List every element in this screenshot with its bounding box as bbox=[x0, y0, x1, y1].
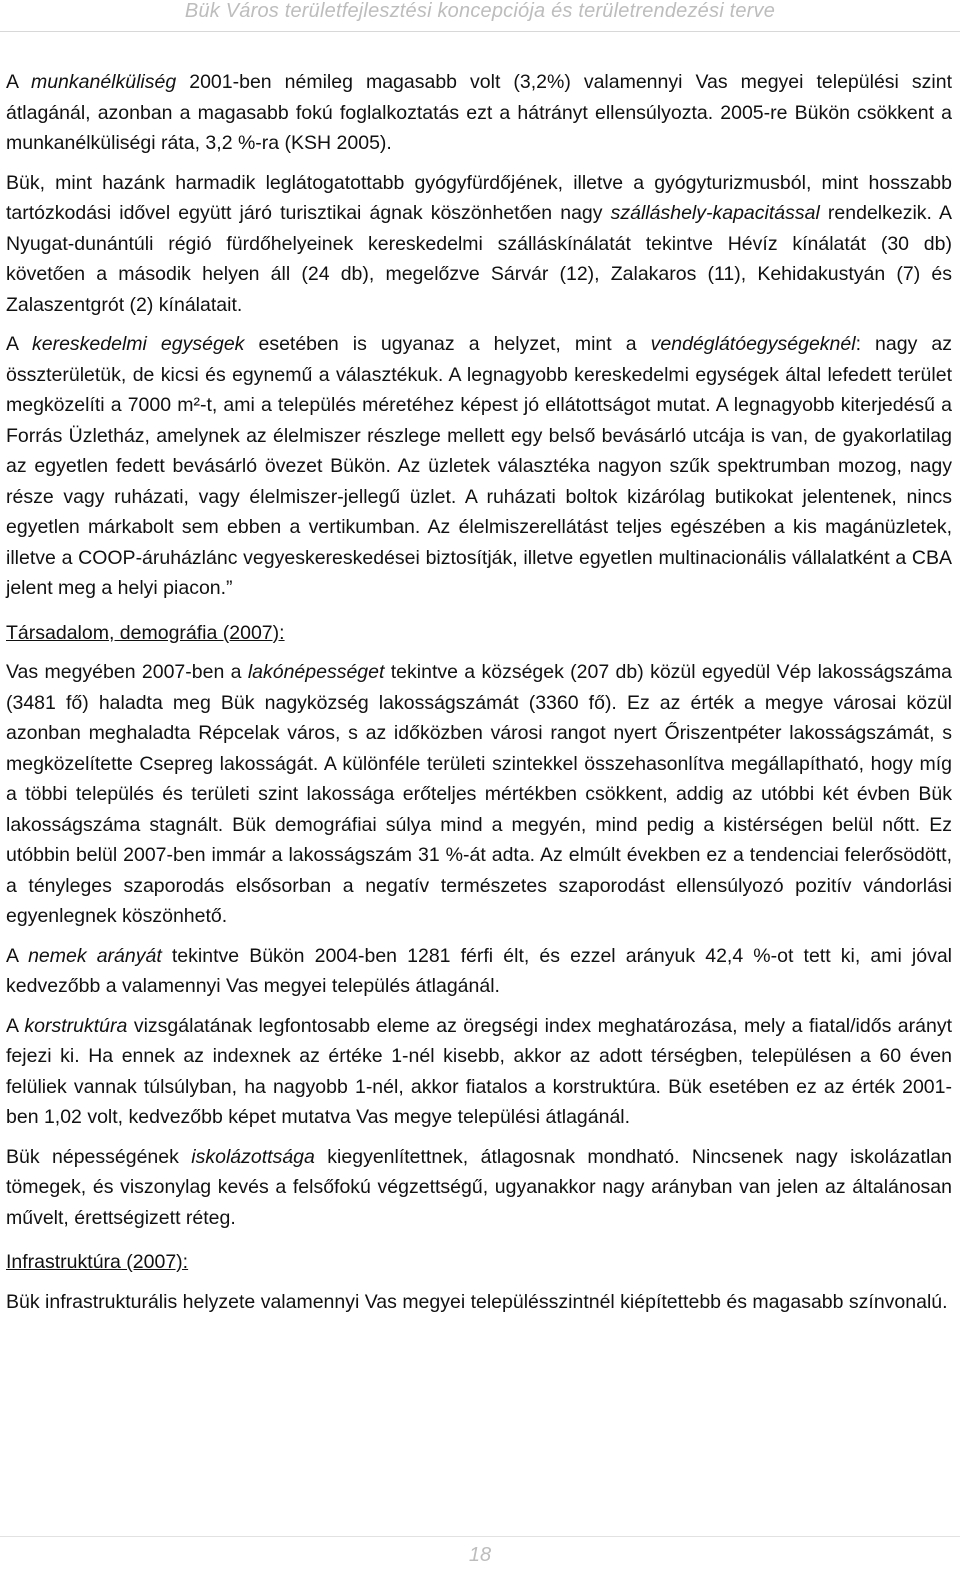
italic-term: vendéglátóegységeknél bbox=[650, 333, 856, 355]
running-header: Bük Város területfejlesztési koncepciója és területrendezési terve bbox=[184, 0, 776, 22]
text-run: kiegyenlítettnek, átlagosnak mondható. Nincsenek nagy iskolázatlan tömegek, és viszonylag kevés a felsőfokú végzettségű, ugyanakkor nagy arányban van jelen az általánosan művelt, érettségizett réteg. bbox=[6, 1145, 952, 1229]
paragraph-population bbox=[6, 657, 952, 932]
paragraph-age-structure bbox=[6, 1011, 952, 1133]
paragraph-education bbox=[6, 1142, 952, 1234]
text-run: Bük, mint hazánk harmadik leglátogatottabb gyógyfürdőjének, illetve a gyógyturizmusból, mint hosszabb tartózkodási idővel együtt járó turisztikai ágnak köszönhetően nagy bbox=[6, 171, 952, 224]
paragraph-gender bbox=[6, 941, 952, 1002]
header-divider bbox=[0, 31, 960, 32]
paragraph-commerce bbox=[6, 329, 952, 604]
italic-term: lakónépességet bbox=[247, 661, 385, 683]
text-run: A bbox=[6, 1014, 25, 1037]
text-run: vizsgálatának legfontosabb eleme az öregségi index meghatározása, mely a fiatal/idős arányt fejezi ki. Ha ennek az indexnek az értéke 1-nél kisebb, akkor az adott térségben, településen a 60 éven felüliek vannak túlsúlyban, ha nagyobb 1-nél, akkor fiatalos a korstruktúra. Bük esetében ez az érték 2001-ben 1,02 volt, kedvezőbb képet mutatva Vas megye települési átlagánál. bbox=[6, 1014, 952, 1128]
text-run: rendelkezik. A Nyugat-dunántúli régió fürdőhelyeinek kereskedelmi szálláskínálatát tekintve Hévíz kínálatát (30 db) követően a második helyen áll (24 db), megelőzve Sárvár (12), Zalakaros (11), Kehidakustyán (7) és Zalaszentgrót (2) kínálatait. bbox=[6, 202, 952, 316]
document-body bbox=[6, 67, 952, 1317]
section-title-infrastructure: Infrastruktúra (2007): bbox=[6, 1251, 189, 1273]
text-run: Bük infrastrukturális helyzete valamennyi Vas megyei településszintnél kiépítettebb és magasabb színvonalú. bbox=[6, 1290, 948, 1313]
text-run: esetében is ugyanaz a helyzet, mint a bbox=[244, 333, 651, 355]
italic-term: munkanélküliség bbox=[30, 71, 177, 93]
text-run: Vas megyében 2007-ben a bbox=[6, 661, 248, 683]
section-title-society: Társadalom, demográfia (2007): bbox=[6, 621, 285, 644]
text-run: Bük népességének bbox=[6, 1145, 192, 1168]
text-run: tekintve Bükön 2004-ben 1281 férfi élt, és ezzel arányuk 42,4 %-ot tett ki, ami jóval kedvezőbb a valamennyi Vas megyei település átlagánál. bbox=[6, 944, 953, 997]
text-run: 2001-ben némileg magasabb volt (3,2%) valamennyi Vas megyei települési szint átlagánál, azonban a magasabb fokú foglalkoztatás ezt a hátrányt ellensúlyozta. 2005-re Bükön csökkent a munkanélküliségi ráta, 3,2 %-ra (KSH 2005). bbox=[6, 71, 952, 154]
paragraph-infrastructure bbox=[6, 1287, 952, 1318]
text-run: A bbox=[6, 333, 32, 355]
text-run: A bbox=[6, 944, 29, 967]
text-run: tekintve a községek (207 db) közül egyedül Vép lakosságszáma (3481 fő) haladta meg Bük nagyközség lakosságszámát (3360 fő). Ez az érték a megye városai közül azonban meghaladta Répcelak város, s az időközben városi rangot nyert Őriszentpéter lakosságszámát, s megközelítette Csepreg lakosságát. A különféle területi szintekkel összehasonlítva megállapítható, hogy míg a többi település és területi szint lakossága erőteljes mértékben csökkent, addig az utóbbi két évben Bük lakosságszáma stagnált. Bük demográfiai súlya mind a megyén, mind pedig a kistérségen belül nőtt. Ez utóbbin belül 2007-ben immár a lakosságszám 31 %-át adta. Az elmúlt években ez a tendenciai felerősödött, a tényleges szaporodás elsősorban a negatív természetes szaporodást ellensúlyozó pozitív vándorlási egyenlegnek köszönhető. bbox=[6, 661, 952, 927]
italic-term: iskolázottsága bbox=[191, 1145, 315, 1168]
italic-term: kereskedelmi egységek bbox=[32, 333, 245, 355]
italic-term: szálláshely-kapacitással bbox=[610, 202, 820, 224]
paragraph-accommodation bbox=[6, 168, 952, 321]
text-run: A bbox=[6, 71, 31, 93]
text-run: : nagy az összterületük, de kicsi és egynemű a választékuk. A legnagyobb kereskedelmi egységek által lefedett terület megközelíti a 7000 m²-t, ami a település méretéhez képest jó ellátottságot mutat. A legnagyobb kiterjedésű a Forrás Üzletház, amelynek az élelmiszer részlege mellett egy belső bevásárló utcája is van, de gyakorlatilag az egyetlen fedett bevásárló övezet Bükön. Az üzletek választéka nagyon szűk spektrumban mozog, nagy része vagy ruházati, vagy élelmiszer-jellegű üzlet. A ruházati boltok kizárólag butikokat jelentenek, nincs egyetlen márkabolt sem ebben a vertikumban. Az élelmiszerellátást teljes egészében a kis magánüzletek, illetve a COOP-áruházlánc vegyeskereskedései biztosítják, illetve egyetlen multinacionális vállalatként a CBA jelent meg a helyi piacon.” bbox=[6, 333, 952, 599]
footer-divider bbox=[0, 1536, 960, 1537]
paragraph-unemployment bbox=[6, 67, 952, 159]
italic-term: korstruktúra bbox=[24, 1014, 128, 1037]
italic-term: nemek arányát bbox=[28, 944, 162, 967]
page-number: 18 bbox=[468, 1544, 492, 1566]
